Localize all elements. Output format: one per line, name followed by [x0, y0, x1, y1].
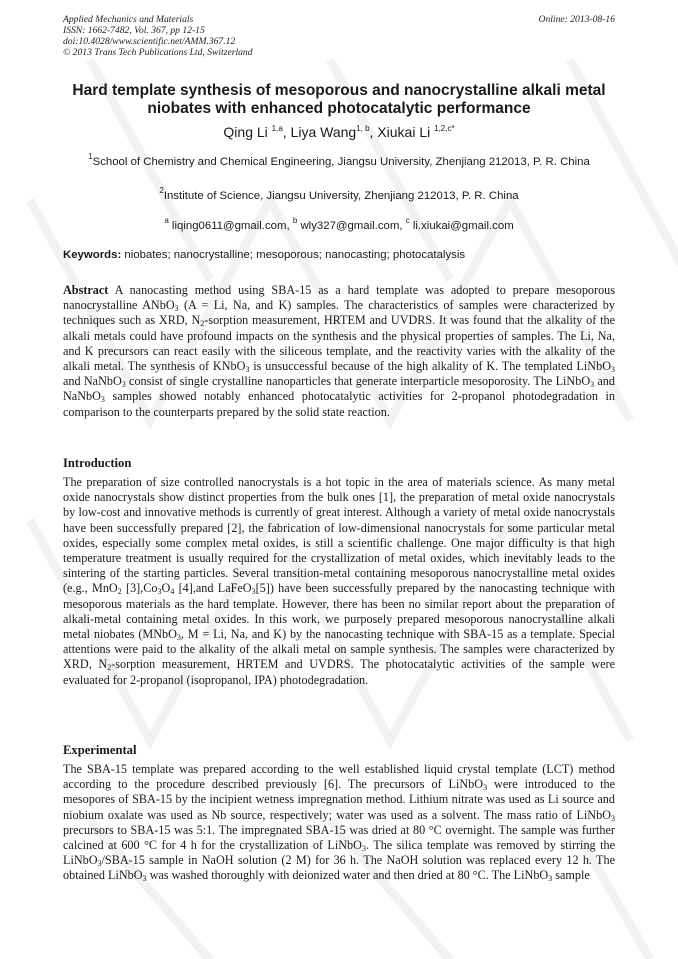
journal-header: [63, 14, 253, 58]
email-line: [70, 214, 608, 233]
author-name: , Liya Wang: [282, 124, 357, 140]
keywords-line: [63, 249, 615, 261]
author-name: Qing Li: [223, 124, 272, 140]
title-line-1: Hard template synthesis of mesoporous and nanocrystalline alkali metal: [72, 82, 606, 99]
affiliation-text: Institute of Science, Jiangsu University, Zhenjiang 212013, P. R. China: [163, 190, 519, 202]
email-mark: a: [164, 216, 169, 225]
keywords-text: niobates; nanocrystalline; mesoporous; nanocasting; photocatalysis: [121, 249, 466, 261]
section-heading-introduction: Introduction: [63, 456, 132, 470]
email-address[interactable]: li.xiukai@gmail.com: [409, 220, 514, 232]
section-heading-experimental: Experimental: [63, 743, 137, 757]
affiliation-mark: 1: [88, 152, 93, 161]
affiliation-mark: 2: [159, 186, 164, 195]
author-list: [56, 124, 622, 140]
author-affiliation-mark: 1,2,c*: [434, 124, 455, 133]
affiliation-1: [70, 150, 608, 169]
issn-line: ISSN: 1662-7482, Vol. 367, pp 12-15: [63, 25, 205, 36]
author-name: , Xiukai Li: [369, 124, 435, 140]
email-address[interactable]: wly327@gmail.com,: [297, 220, 406, 232]
introduction-paragraph: The preparation of size controlled nanocrystals is a hot topic in the area of materials science. As many metal oxide nanocrystals show distinct properties from the bulk ones [1], the preparation of metal oxide nanocrystals by low-cost and innovative methods is currently of great interest. Although a variety of metal oxide nanocrystals have been successfully prepared [2], the fabrication of low-dimensional nanocrystals for some particular metal oxides, especially some complex metal oxides, is still a scientific challenge. One major difficulty is that high temperature treatment is usually required for the crystallization of metal oxides, which inevitably leads to the sintering of the starting particles. Several transition-metal containing mesoporous nanocrystalline metal oxides (e.g., MnO$_2$ $[3],Co_3O_4$ [4],and LaFeO$_3$[5]) have been successfully prepared by the nanocasting technique with mesoporous materials as the hard template. However, there has been no similar report about the preparation of alkali-metal containing metal oxides. In this work, we purposely prepared mesoporous nanocrystalline alkali metal niobates (MNbO$_3$, M = Li, Na, and K) by the nanocasting technique with SBA-15 as a template. Special attentions were paid to the alkality of the alkali metal on sample synthesis. The samples were characterized by XRD, $N_2$-sorption measurement, HRTEM and UVDRS. The photocatalytic activities of the sample were evaluated for 2-propanol (isopropanol, IPA) photodegradation.: [63, 475, 616, 687]
affiliation-text: School of Chemistry and Chemical Engineering, Jiangsu University, Zhenjiang 212013, P. R. China: [92, 156, 590, 168]
email-address[interactable]: liqing0611@gmail.com,: [168, 220, 293, 232]
author-affiliation-mark: 1, b: [356, 124, 370, 133]
keywords-label: Keywords:: [63, 249, 122, 261]
abstract-text: A nanocasting method using SBA-15 as a hard template was adopted to prepare mesoporous nanocrystalline ANbO$_3$ (A = Li, Na, and K) samples. The characteristics of samples were characterized by techniques such as XRD, $N_2$-sorption measurement, HRTEM and UVDRS. It was found that the alkality of the alkali metals could have profound impacts on the synthesis and the physical properties of samples. The Li, Na, and K precursors can react easily with the siliceous template, and the reactivity varies with the alkality of the alkali metal. The synthesis of KNbO$_3$ is unsuccessful because of the high alkality of K. The templated LiNbO$_3$ and NaNbO$_3$ consist of single crystalline nanoparticles that generate interparticle mesoporosity. The LiNbO$_3$ and NaNbO$_3$ samples showed notably enhanced photocatalytic activities for 2-propanol photodegradation in comparison to the counterparts prepared by the solid state reaction.: [63, 283, 615, 419]
journal-name: Applied Mechanics and Materials: [63, 14, 194, 25]
abstract-paragraph: [63, 283, 615, 420]
online-date: Online: 2013-08-16: [538, 14, 615, 25]
copyright-line: © 2013 Trans Tech Publications Ltd, Switzerland: [63, 47, 253, 58]
experimental-paragraph: The SBA-15 template was prepared according to the well established liquid crystal template (LCT) method according to the procedure described previously [6]. The precursors of LiNbO$_3$ were introduced to the mesopores of SBA-15 by the incipient wetness impregnation method. Lithium nitrate was used as Li source and niobium oxalate was used as Nb source, respectively; water was used as a solvent. The mass ratio of LiNbO$_3$ precursors to SBA-15 was 5:1. The impregnated SBA-15 was dried at 80 °C overnight. The sample was further calcined at 600 °C for 4 h for the crystallization of LiNbO$_3$. The silica template was removed by stirring the LiNbO$_3$/SBA-15 sample in NaOH solution (2 M) for 36 h. The NaOH solution was replaced every 12 h. The obtained LiNbO$_3$ was washed thoroughly with deionized water and then dried at 80 °C. The LiNbO$_3$ sample: [63, 762, 615, 884]
title-line-2: niobates with enhanced photocatalytic performance: [147, 100, 531, 117]
abstract-label: Abstract: [63, 283, 109, 297]
email-mark: b: [292, 216, 298, 225]
doi-link[interactable]: doi:10.4028/www.scientific.net/AMM.367.12: [63, 36, 236, 47]
affiliation-2: [70, 184, 608, 203]
paper-title: [56, 82, 622, 118]
email-mark: c: [405, 216, 410, 225]
author-affiliation-mark: 1,a: [271, 124, 283, 133]
